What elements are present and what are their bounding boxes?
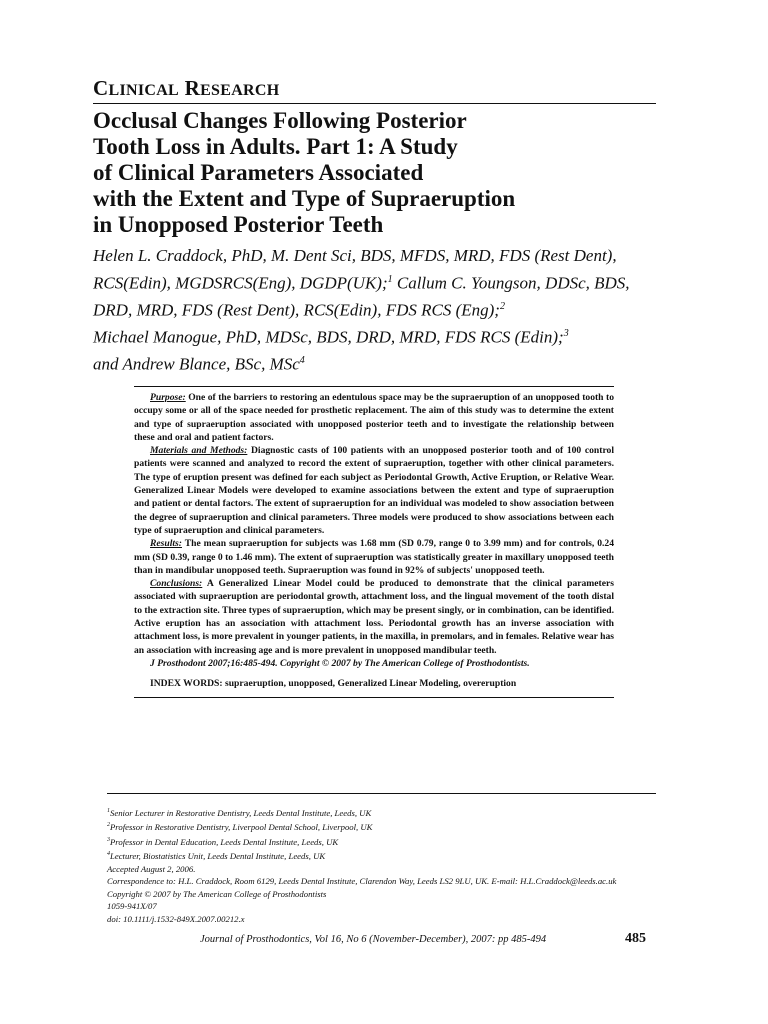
abstract-text: Diagnostic casts of 100 patients with an unopposed posterior tooth and of 100 control patients were scanned and analyzed to record the extent of supraeruption, together with other clinical parameters. The type of eruption present was defined for each subject as Periodontal Growth, Active Eruption, or Relative Wear. Generalized Linear Models were developed to examine associations between the extent and type of supraeruption and patient or dental factors. The extent of supraeruption for an individual was modeled to show association between the degree of supraeruption and clinical parameters. Three models were produced to show associations between each type of supraeruption and clinical parameters. bbox=[134, 445, 614, 536]
title-line: with the Extent and Type of Supraeruption bbox=[93, 186, 516, 211]
affiliation-marker: 2 bbox=[499, 300, 505, 312]
footnote bbox=[107, 900, 656, 913]
page-number: 485 bbox=[625, 931, 646, 946]
title-line: Occlusal Changes Following Posterior bbox=[93, 108, 467, 133]
title-line: in Unopposed Posterior Teeth bbox=[93, 212, 384, 237]
author-affil-text: and Andrew Blance, BSc, MSc bbox=[93, 354, 300, 374]
index-words: INDEX WORDS: supraeruption, unopposed, Generalized Linear Modeling, overeruption bbox=[150, 678, 517, 690]
abstract-results bbox=[134, 537, 614, 577]
affiliation-marker: 1 bbox=[387, 273, 393, 285]
footnote-text: Professor in Restorative Dentistry, Liverpool Dental School, Liverpool, UK bbox=[110, 822, 373, 833]
footnote bbox=[107, 834, 656, 848]
article-title bbox=[93, 108, 673, 238]
section-heading-initial-2: R bbox=[184, 76, 201, 100]
footnote bbox=[107, 819, 656, 833]
abstract-label: Conclusions: bbox=[150, 578, 203, 590]
footnote-text: Senior Lecturer in Restorative Dentistry, Leeds Dental Institute, Leeds, UK bbox=[110, 807, 372, 818]
footnote-marker: 1 bbox=[107, 808, 110, 814]
abstract-label: Materials and Methods: bbox=[150, 445, 248, 457]
footnote bbox=[107, 805, 656, 819]
footnote-text: Accepted August 2, 2006. bbox=[107, 863, 196, 874]
title-line: of Clinical Parameters Associated bbox=[93, 160, 424, 185]
footnotes bbox=[107, 793, 656, 925]
author-line-1: Helen L. Craddock, PhD, M. Dent Sci, BDS, MFDS, MRD, FDS (Rest Dent), bbox=[93, 246, 617, 265]
footnote bbox=[107, 863, 656, 876]
abstract-label: Results: bbox=[150, 538, 182, 550]
footnote-text: Correspondence to: H.L. Craddock, Room 6129, Leeds Dental Institute, Clarendon Way, Leeds LS2 9LU, UK. E-mail: H.L.Craddock@leeds.ac.uk bbox=[107, 876, 617, 887]
footnote bbox=[107, 888, 656, 901]
footnote-text: Copyright © 2007 by The American College of Prosthodontists bbox=[107, 888, 327, 899]
abstract-label: Purpose: bbox=[150, 392, 186, 403]
footnote-text: doi: 10.1111/j.1532-849X.2007.00212.x bbox=[107, 913, 245, 924]
abstract-purpose bbox=[134, 391, 614, 444]
affiliation-marker: 4 bbox=[299, 354, 305, 366]
section-heading-rest-1: LINICAL bbox=[108, 82, 180, 99]
author-affil-text: DRD, MRD, FDS (Rest Dent), RCS(Edin), FDS RCS (Eng); bbox=[93, 300, 500, 320]
footnote-marker: 4 bbox=[107, 851, 110, 858]
section-heading-initial-1: C bbox=[93, 76, 109, 100]
author-line-5 bbox=[93, 349, 673, 376]
author-affil-text: RCS(Edin), MGDSRCS(Eng), DGDP(UK); bbox=[93, 273, 388, 293]
abstract bbox=[134, 386, 614, 698]
abstract-citation: J Prosthodont 2007;16:485-494. Copyright © 2007 by The American College of Prosthodontists. bbox=[150, 657, 530, 669]
abstract-text: One of the barriers to restoring an edentulous space may be the supraeruption of an unopposed tooth to occupy some or all of the space needed for prosthetic replacement. The aim of this study was to determine the extent and type of supraeruption associated with unopposed posterior teeth and to investigate the relationship between these and oral and patient factors. bbox=[134, 392, 614, 443]
footnote-text: Lecturer, Biostatistics Unit, Leeds Dental Institute, Leeds, UK bbox=[110, 851, 326, 862]
abstract-conclusions bbox=[134, 577, 614, 657]
footnote bbox=[107, 875, 656, 888]
footnote-text: Professor in Dental Education, Leeds Dental Institute, Leeds, UK bbox=[110, 836, 339, 847]
abstract-text: The mean supraeruption for subjects was 1.68 mm (SD 0.79, range 0 to 3.99 mm) and for controls, 0.24 mm (SD 0.39, range 0 to 1.46 mm). The extent of supraeruption was statistically greater in maxillary unopposed teeth than in mandibular unopposed teeth. Supraeruption was found in 92% of subjects' unopposed teeth. bbox=[134, 538, 614, 576]
journal-citation: Journal of Prosthodontics, Vol 16, No 6 (November-December), 2007: pp 485-494 bbox=[200, 934, 547, 945]
author-line-3 bbox=[93, 295, 673, 322]
footnote bbox=[107, 913, 656, 926]
author-affil-text: Michael Manogue, PhD, MDSc, BDS, DRD, MRD, FDS RCS (Edin); bbox=[93, 327, 564, 347]
footnote-text: 1059-941X/07 bbox=[107, 901, 157, 912]
abstract-text: A Generalized Linear Model could be produced to demonstrate that the clinical parameters associated with supraeruption are periodontal growth, attachment loss, and the lingual movement of the tooth distal to the extraction site. Three types of supraeruption, which may be present singly, or in combination, can be identified. Active eruption has an association with attachment loss. Periodontal growth has an inverse association with attachment loss, is more prevalent in younger patients, in the maxilla, in premolars, and in females. Relative wear has an association with increasing age and is more prevalent in unopposed mandibular teeth. bbox=[134, 578, 614, 656]
author-affil-text: Callum C. Youngson, DDSc, BDS, bbox=[392, 273, 630, 293]
author-line-4 bbox=[93, 322, 673, 349]
footnote-marker: 3 bbox=[107, 836, 110, 843]
footnote-marker: 2 bbox=[107, 822, 110, 829]
affiliation-marker: 3 bbox=[563, 327, 569, 339]
section-heading bbox=[93, 76, 656, 104]
section-heading-rest-2: ESEARCH bbox=[200, 82, 280, 99]
title-line: Tooth Loss in Adults. Part 1: A Study bbox=[93, 134, 458, 159]
footnote bbox=[107, 848, 656, 862]
author-list bbox=[93, 244, 673, 376]
abstract-methods bbox=[134, 444, 614, 537]
author-line-2 bbox=[93, 268, 673, 295]
